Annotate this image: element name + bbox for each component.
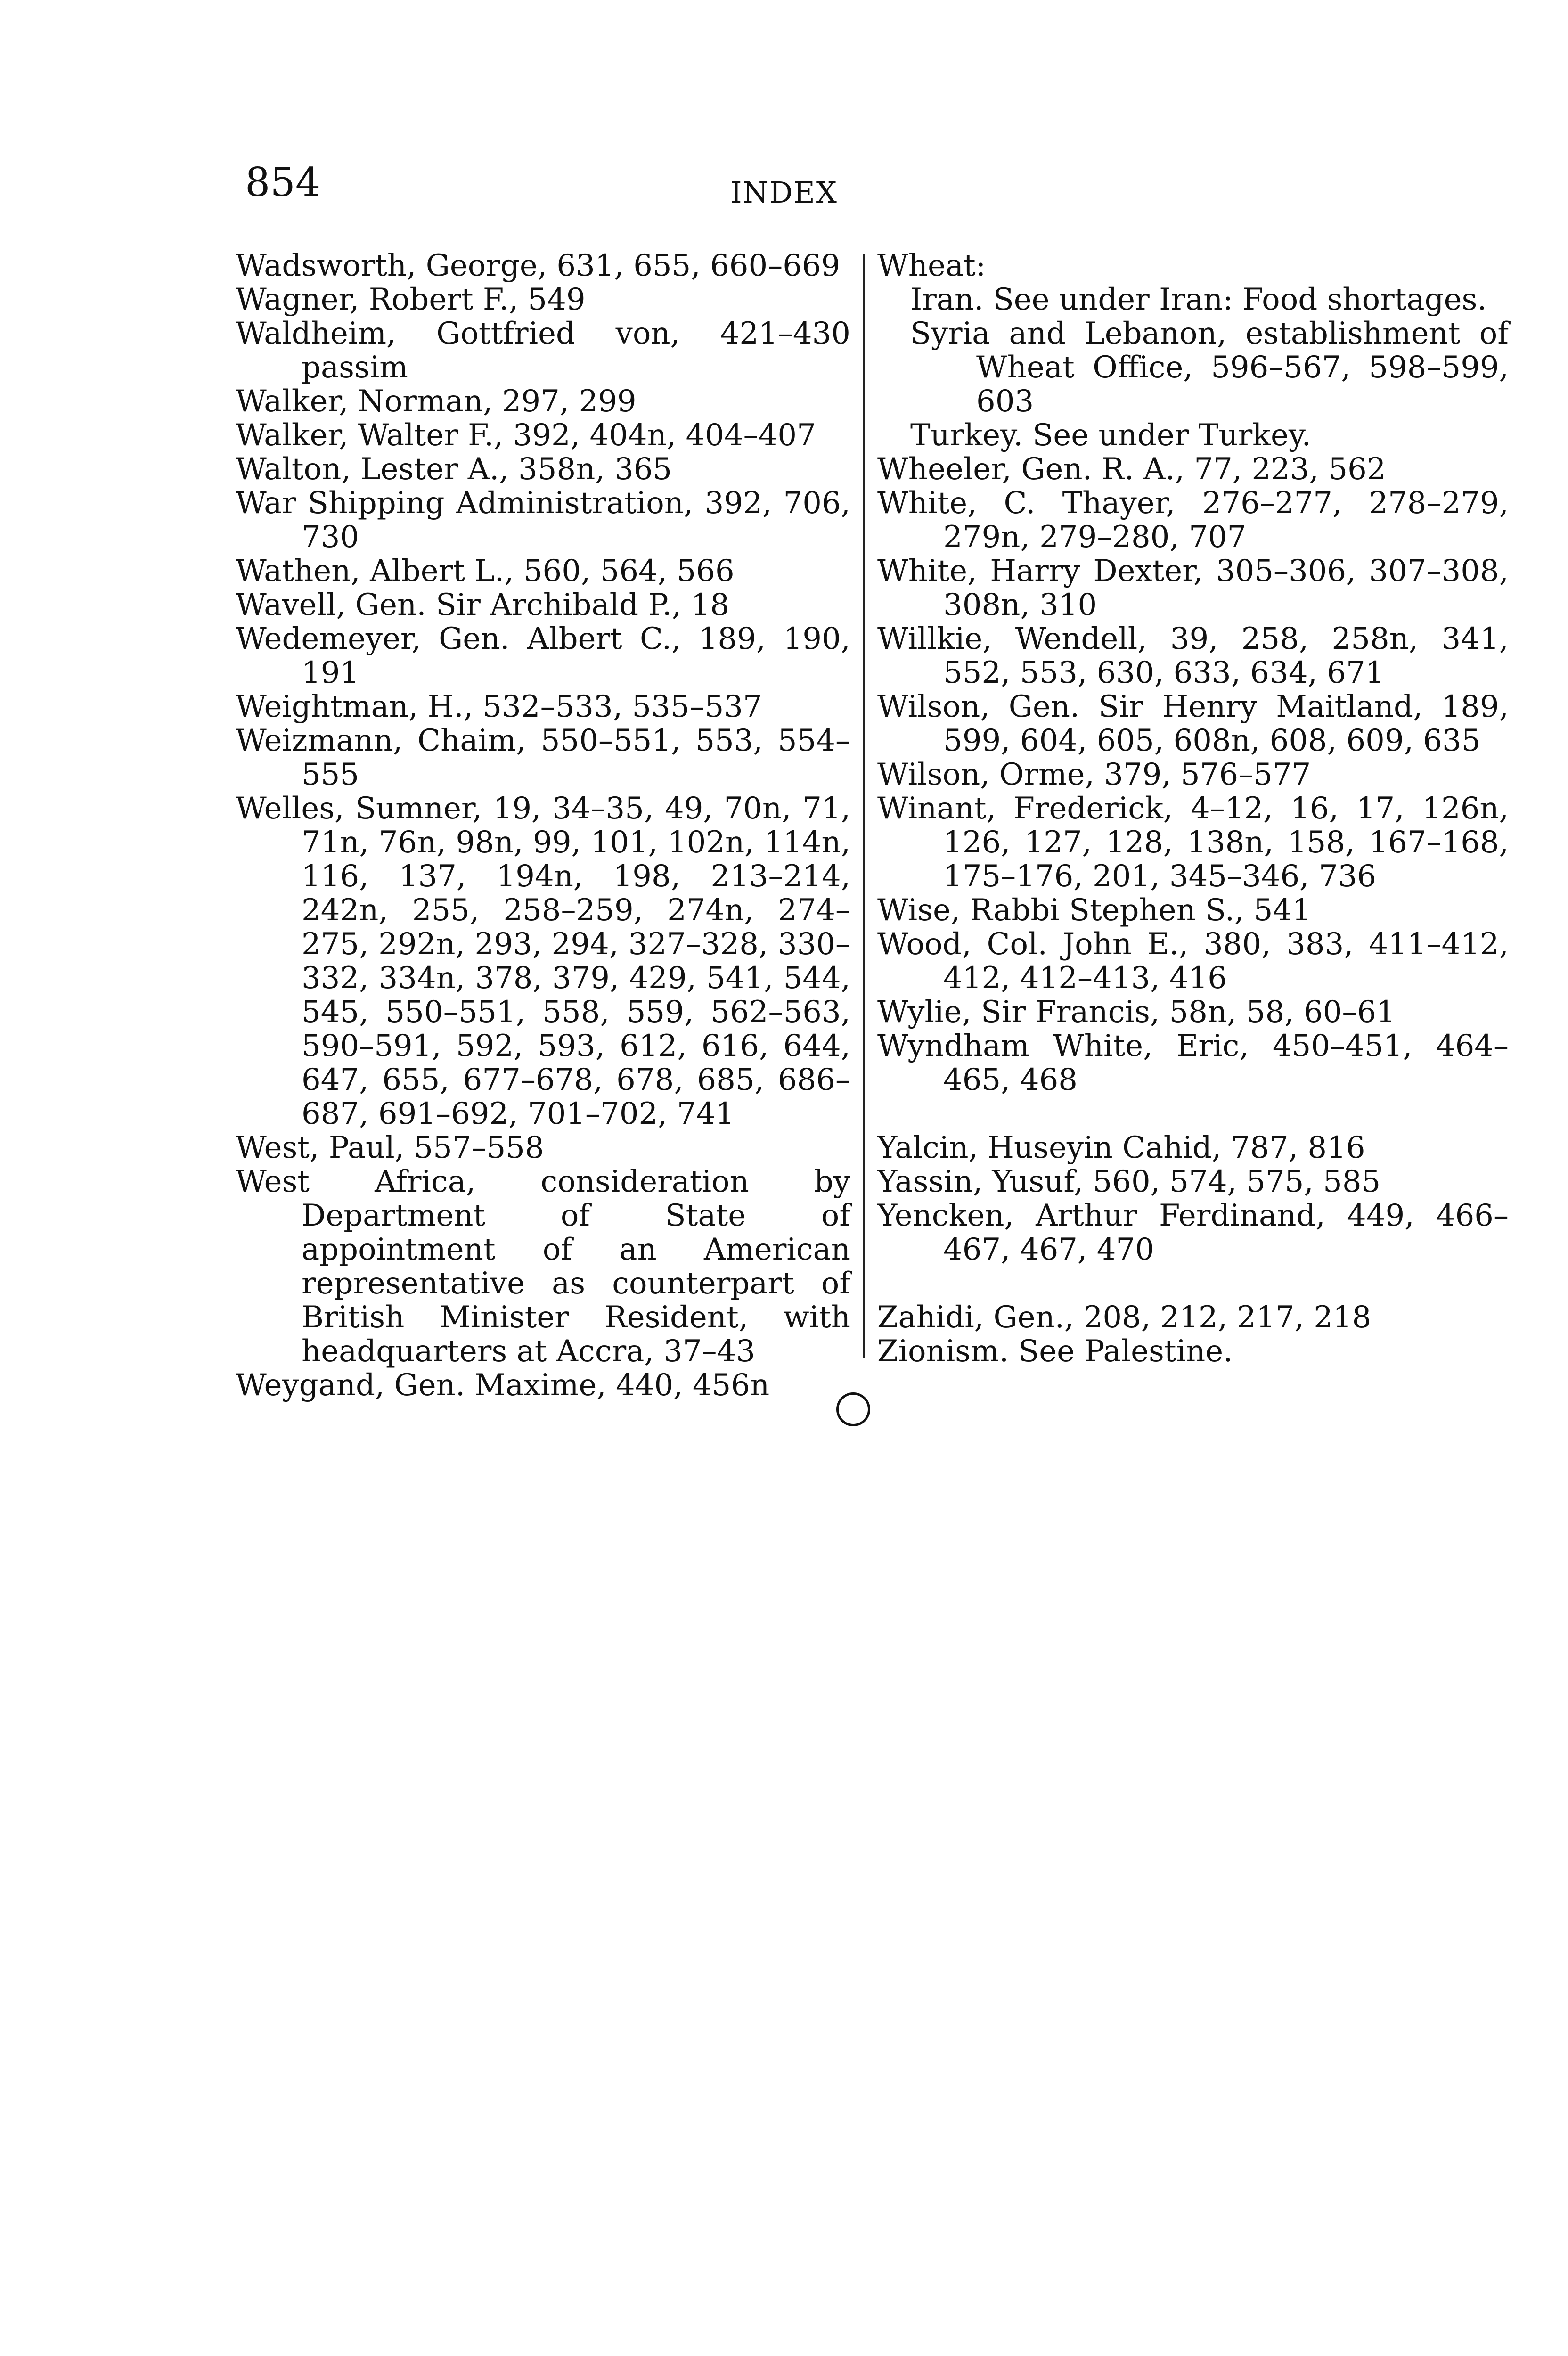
index-entry: Welles, Sumner, 19, 34–35, 49, 70n, 71, 71n, 76n, 98n, 99, 101, 102n, 114n, 116, 137, 194n, 198, 213–214, 242n, 255, 258–259, 274n, 274–275, 292n, 293, 294, 327–328, 330–332, 334n, 378, 379, 429, 541, 544, 545, 550–551, 558, 559, 562–563, 590–591, 592, 593, 612, 616, 644, 647, 655, 677–678, 678, 685, 686–687, 691–692, 701–702, 741 xyxy=(236,791,850,1131)
index-entry: Yassin, Yusuf, 560, 574, 575, 585 xyxy=(877,1164,1381,1199)
index-entry: Wise, Rabbi Stephen S., 541 xyxy=(877,893,1311,928)
index-entry: Weygand, Gen. Maxime, 440, 456n xyxy=(236,1368,770,1403)
index-entry: Waldheim, Gottfried von, 421–430 passim xyxy=(236,316,850,385)
index-entry: Wylie, Sir Francis, 58n, 58, 60–61 xyxy=(877,995,1396,1030)
index-entry: Wadsworth, George, 631, 655, 660–669 xyxy=(236,248,841,283)
index-entry: Zahidi, Gen., 208, 212, 217, 218 xyxy=(877,1300,1372,1335)
index-entry: West Africa, consideration by Department of State of appointment of an American representative as counterpart of British Minister Resident, with headquarters at Accra, 37–43 xyxy=(236,1164,850,1369)
index-entry: Wilson, Orme, 379, 576–577 xyxy=(877,757,1311,792)
letter-gap xyxy=(877,1267,1509,1301)
index-entry: Yencken, Arthur Ferdinand, 449, 466–467, 467, 470 xyxy=(877,1198,1509,1267)
index-entry: White, C. Thayer, 276–277, 278–279, 279n, 279–280, 707 xyxy=(877,486,1509,555)
index-entry: Walker, Walter F., 392, 404n, 404–407 xyxy=(236,418,816,453)
index-entry: Wyndham White, Eric, 450–451, 464–465, 468 xyxy=(877,1029,1509,1097)
index-subentry: Turkey. See under Turkey. xyxy=(910,418,1311,453)
index-column-left xyxy=(236,249,850,1402)
index-entry: West, Paul, 557–558 xyxy=(236,1130,544,1165)
index-subentry: Iran. See under Iran: Food shortages. xyxy=(910,282,1487,317)
index-entry: Yalcin, Huseyin Cahid, 787, 816 xyxy=(877,1130,1365,1165)
index-entry: Zionism. See Palestine. xyxy=(877,1334,1233,1369)
index-entry: Wedemeyer, Gen. Albert C., 189, 190, 191 xyxy=(236,622,850,690)
column-divider xyxy=(863,254,865,1358)
index-column-right xyxy=(877,249,1509,1368)
index-entry: War Shipping Administration, 392, 706, 730 xyxy=(236,486,850,555)
index-entry: Winant, Frederick, 4–12, 16, 17, 126n, 126, 127, 128, 138n, 158, 167–168, 175–176, 201, 345–346, 736 xyxy=(877,791,1509,894)
index-heading-wheat: Wheat: xyxy=(877,248,986,283)
index-entry: Walton, Lester A., 358n, 365 xyxy=(236,452,672,487)
index-entry: Wavell, Gen. Sir Archibald P., 18 xyxy=(236,588,729,622)
index-entry: Willkie, Wendell, 39, 258, 258n, 341, 552, 553, 630, 633, 634, 671 xyxy=(877,622,1509,690)
index-entry: Wilson, Gen. Sir Henry Maitland, 189, 599, 604, 605, 608n, 608, 609, 635 xyxy=(877,689,1509,758)
end-ornament-circle xyxy=(836,1392,870,1426)
index-subentry: Syria and Lebanon, establishment of Wheat Office, 596–567, 598–599, 603 xyxy=(910,316,1509,419)
index-entry: Wheeler, Gen. R. A., 77, 223, 562 xyxy=(877,452,1386,487)
index-entry: Weightman, H., 532–533, 535–537 xyxy=(236,689,762,724)
index-entry: Wagner, Robert F., 549 xyxy=(236,282,586,317)
index-entry: Walker, Norman, 297, 299 xyxy=(236,384,637,419)
index-entry: Wood, Col. John E., 380, 383, 411–412, 412, 412–413, 416 xyxy=(877,927,1509,996)
page-number: 854 xyxy=(245,159,321,205)
index-entry: White, Harry Dexter, 305–306, 307–308, 308n, 310 xyxy=(877,554,1509,622)
index-entry: Weizmann, Chaim, 550–551, 553, 554–555 xyxy=(236,723,850,792)
running-head: INDEX xyxy=(730,175,838,210)
letter-gap xyxy=(877,1097,1509,1131)
index-entry: Wathen, Albert L., 560, 564, 566 xyxy=(236,554,735,589)
